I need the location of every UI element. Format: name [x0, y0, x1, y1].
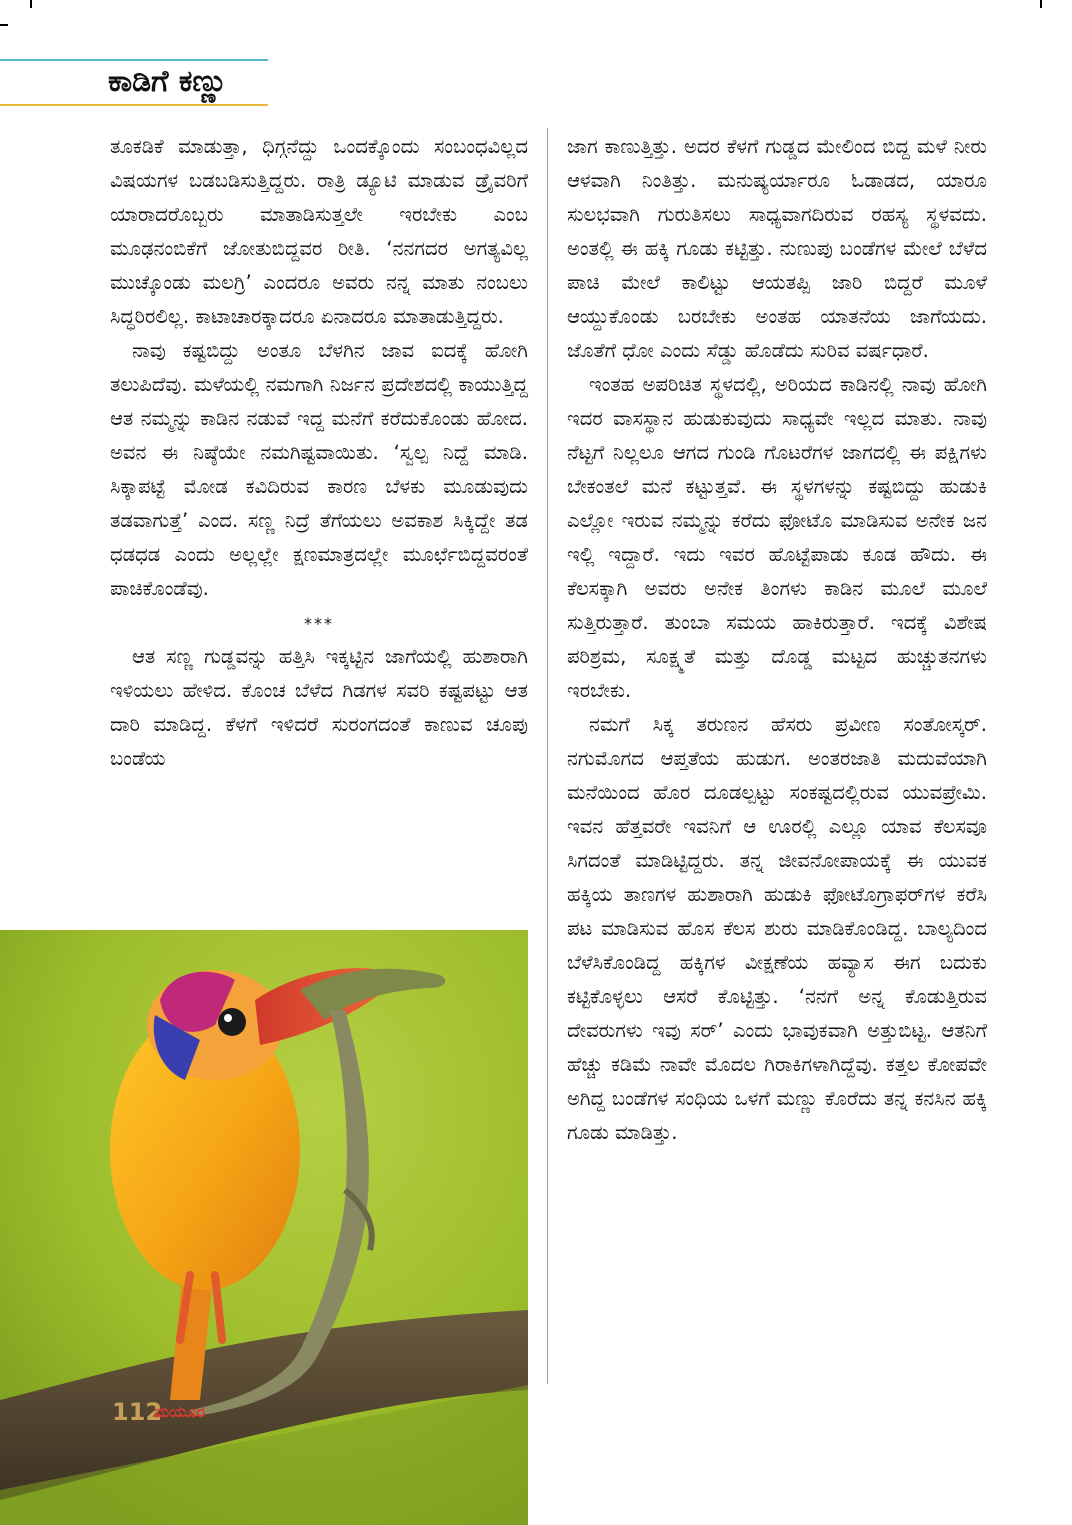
column-divider-rule — [547, 128, 548, 1384]
header-rule-top — [0, 59, 268, 61]
section-title: ಕಾಡಿಗೆ ಕಣ್ಣು — [108, 64, 228, 99]
left-paragraph-2: ನಾವು ಕಷ್ಟಬಿದ್ದು ಅಂತೂ ಬೆಳಗಿನ ಜಾವ ಐದಕ್ಕೆ ಹೋಗಿ ತಲುಪಿದೆವು. ಮಳೆಯಲ್ಲಿ ನಮಗಾಗಿ ನಿರ್ಜನ ಪ್ರದೇಶದಲ್ಲಿ ಕಾಯುತ್ತಿದ್ದ ಆತ ನಮ್ಮನ್ನು ಕಾಡಿನ ನಡುವೆ ಇದ್ದ ಮನೆಗೆ ಕರೆದುಕೊಂಡು ಹೋದ. ಅವನ ಈ ನಿಷ್ಠೆಯೇ ನಮಗಿಷ್ಟವಾಯಿತು. ‘ಸ್ವಲ್ಪ ನಿದ್ದೆ ಮಾಡಿ. ಸಿಕ್ಕಾಪಟ್ಟೆ ಮೋಡ ಕವಿದಿರುವ ಕಾರಣ ಬೆಳಕು ಮೂಡುವುದು ತಡವಾಗುತ್ತೆ’ ಎಂದ. ಸಣ್ಣ ನಿದ್ರೆ ತೆಗೆಯಲು ಅವಕಾಶ ಸಿಕ್ಕಿದ್ದೇ ತಡ ಧಡಧಡ ಎಂದು ಅಲ್ಲಲ್ಲೇ ಕ್ಷಣಮಾತ್ರದಲ್ಲೇ ಮೂರ್ಛೆಬಿದ್ದವರಂತೆ ಪಾಚಿಕೊಂಡೆವು. — [110, 339, 528, 600]
kingfisher-illustration — [0, 930, 528, 1525]
kingfisher-photo — [0, 930, 528, 1525]
right-column — [567, 130, 987, 1150]
left-paragraph-3: ಆತ ಸಣ್ಣ ಗುಡ್ಡವನ್ನು ಹತ್ತಿಸಿ ಇಕ್ಕಟ್ಟಿನ ಜಾಗೆಯಲ್ಲಿ ಹುಶಾರಾಗಿ ಇಳಿಯಲು ಹೇಳಿದ. ಕೊಂಚ ಬೆಳೆದ ಗಿಡಗಳ ಸವರಿ ಕಷ್ಟಪಟ್ಟು ಆತ ದಾರಿ ಮಾಡಿದ್ದ. ಕೆಳಗೆ ಇಳಿದರೆ ಸುರಂಗದಂತೆ ಕಾಣುವ ಚೂಪು ಬಂಡೆಯ — [110, 645, 528, 770]
magazine-tag: ಮಯೂರ — [154, 1402, 206, 1421]
right-paragraph-3: ನಮಗೆ ಸಿಕ್ಕ ತರುಣನ ಹೆಸರು ಪ್ರವೀಣ ಸಂತೋಸ್ಕರ್. ನಗುಮೊಗದ ಆಪ್ತತೆಯ ಹುಡುಗ. ಅಂತರಜಾತಿ ಮದುವೆಯಾಗಿ ಮನೆಯಿಂದ ಹೊರ ದೂಡಲ್ಪಟ್ಟು ಸಂಕಷ್ಟದಲ್ಲಿರುವ ಯುವಪ್ರೇಮಿ. ಇವನ ಹೆತ್ತವರೇ ಇವನಿಗೆ ಆ ಊರಲ್ಲಿ ಎಲ್ಲೂ ಯಾವ ಕೆಲಸವೂ ಸಿಗದಂತೆ ಮಾಡಿಟ್ಟಿದ್ದರು. ತನ್ನ ಜೀವನೋಪಾಯಕ್ಕೆ ಈ ಯುವಕ ಹಕ್ಕಿಯ ತಾಣಗಳ ಹುಶಾರಾಗಿ ಹುಡುಕಿ ಫೋಟೊಗ್ರಾಫರ್‌ಗಳ ಕರೆಸಿ ಪಟ ಮಾಡಿಸುವ ಹೊಸ ಕೆಲಸ ಶುರು ಮಾಡಿಕೊಂಡಿದ್ದ. ಬಾಲ್ಯದಿಂದ ಬೆಳೆಸಿಕೊಂಡಿದ್ದ ಹಕ್ಕಿಗಳ ವೀಕ್ಷಣೆಯ ಹವ್ಯಾಸ ಈಗ ಬದುಕು ಕಟ್ಟಿಕೊಳ್ಳಲು ಆಸರೆ ಕೊಟ್ಟಿತ್ತು. ‘ನನಗೆ ಅನ್ನ ಕೊಡುತ್ತಿರುವ ದೇವರುಗಳು ಇವು ಸರ್’ ಎಂದು ಭಾವುಕವಾಗಿ ಅತ್ತುಬಿಟ್ಟ. ಆತನಿಗೆ ಹೆಚ್ಚು ಕಡಿಮೆ ನಾವೇ ಮೊದಲ ಗಿರಾಕಿಗಳಾಗಿದ್ದೆವು. ಕತ್ತಲ ಕೋಪವೇ ಅಗಿದ್ದ ಬಂಡೆಗಳ ಸಂಧಿಯ ಒಳಗೆ ಮಣ್ಣು ಕೊರೆದು ತನ್ನ ಕನಸಿನ ಹಕ್ಕಿ ಗೂಡು ಮಾಡಿತ್ತು. — [567, 713, 987, 1144]
page-number: 112 — [112, 1398, 163, 1426]
crop-mark-top-left — [30, 0, 32, 8]
crop-mark-top-right — [1040, 0, 1042, 8]
left-column — [110, 130, 528, 776]
header-rule-bottom — [0, 104, 268, 106]
right-paragraph-1: ಜಾಗ ಕಾಣುತ್ತಿತ್ತು. ಅದರ ಕೆಳಗೆ ಗುಡ್ಡದ ಮೇಲಿಂದ ಬಿದ್ದ ಮಳೆ ನೀರು ಆಳವಾಗಿ ನಿಂತಿತ್ತು. ಮನುಷ್ಯರ್ಯಾರೂ ಓಡಾಡದ, ಯಾರೂ ಸುಲಭವಾಗಿ ಗುರುತಿಸಲು ಸಾಧ್ಯವಾಗದಿರುವ ರಹಸ್ಯ ಸ್ಥಳವದು. ಅಂತಲ್ಲಿ ಈ ಹಕ್ಕಿ ಗೂಡು ಕಟ್ಟಿತ್ತು. ನುಣುಪು ಬಂಡೆಗಳ ಮೇಲೆ ಬೆಳೆದ ಪಾಚಿ ಮೇಲೆ ಕಾಲಿಟ್ಟು ಆಯತಪ್ಪಿ ಜಾರಿ ಬಿದ್ದರೆ ಮೂಳೆ ಆಯ್ದುಕೊಂಡು ಬರಬೇಕು ಅಂತಹ ಯಾತನೆಯ ಜಾಗೆಯದು. ಜೊತೆಗೆ ಧೋ ಎಂದು ಸೆಡ್ಡು ಹೊಡೆದು ಸುರಿವ ವರ್ಷಧಾರೆ. — [567, 135, 987, 362]
left-paragraph-1: ತೂಕಡಿಕೆ ಮಾಡುತ್ತಾ, ಧಿಗ್ಗನೆದ್ದು ಒಂದಕ್ಕೊಂದು ಸಂಬಂಧವಿಲ್ಲದ ವಿಷಯಗಳ ಬಡಬಡಿಸುತ್ತಿದ್ದರು. ರಾತ್ರಿ ಡ್ಯೂಟಿ ಮಾಡುವ ಡ್ರೈವರಿಗೆ ಯಾರಾದರೊಬ್ಬರು ಮಾತಾಡಿಸುತ್ತಲೇ ಇರಬೇಕು ಎಂಬ ಮೂಢನಂಬಿಕೆಗೆ ಜೋತುಬಿದ್ದವರ ರೀತಿ. ‘ನನಗದರ ಅಗತ್ಯವಿಲ್ಲ ಮುಚ್ಕೊಂಡು ಮಲಗ್ರಿ’ ಎಂದರೂ ಅವರು ನನ್ನ ಮಾತು ನಂಬಲು ಸಿದ್ಧರಿರಲಿಲ್ಲ. ಕಾಟಾಚಾರಕ್ಕಾದರೂ ಏನಾದರೂ ಮಾತಾಡುತ್ತಿದ್ದರು. — [110, 135, 528, 328]
section-divider: *** — [304, 614, 334, 633]
right-paragraph-2: ಇಂತಹ ಅಪರಿಚಿತ ಸ್ಥಳದಲ್ಲಿ, ಅರಿಯದ ಕಾಡಿನಲ್ಲಿ ನಾವು ಹೋಗಿ ಇದರ ವಾಸಸ್ಥಾನ ಹುಡುಕುವುದು ಸಾಧ್ಯವೇ ಇಲ್ಲದ ಮಾತು. ನಾವು ನೆಟ್ಟಗೆ ನಿಲ್ಲಲೂ ಆಗದ ಗುಂಡಿ ಗೊಟರೆಗಳ ಜಾಗದಲ್ಲಿ ಈ ಪಕ್ಷಿಗಳು ಬೇಕಂತಲೆ ಮನೆ ಕಟ್ಟುತ್ತವೆ. ಈ ಸ್ಥಳಗಳನ್ನು ಕಷ್ಟಬಿದ್ದು ಹುಡುಕಿ ಎಲ್ಲೋ ಇರುವ ನಮ್ಮನ್ನು ಕರೆದು ಫೋಟೊ ಮಾಡಿಸುವ ಅನೇಕ ಜನ ಇಲ್ಲಿ ಇದ್ದಾರೆ. ಇದು ಇವರ ಹೊಟ್ಟೆಪಾಡು ಕೂಡ ಹೌದು. ಈ ಕೆಲಸಕ್ಕಾಗಿ ಅವರು ಅನೇಕ ತಿಂಗಳು ಕಾಡಿನ ಮೂಲೆ ಮೂಲೆ ಸುತ್ತಿರುತ್ತಾರೆ. ತುಂಬಾ ಸಮಯ ಹಾಕಿರುತ್ತಾರೆ. ಇದಕ್ಕೆ ವಿಶೇಷ ಪರಿಶ್ರಮ, ಸೂಕ್ಷ್ಮತೆ ಮತ್ತು ದೊಡ್ಡ ಮಟ್ಟದ ಹುಚ್ಚುತನಗಳು ಇರಬೇಕು. — [567, 373, 987, 702]
crop-mark-left — [0, 24, 8, 26]
